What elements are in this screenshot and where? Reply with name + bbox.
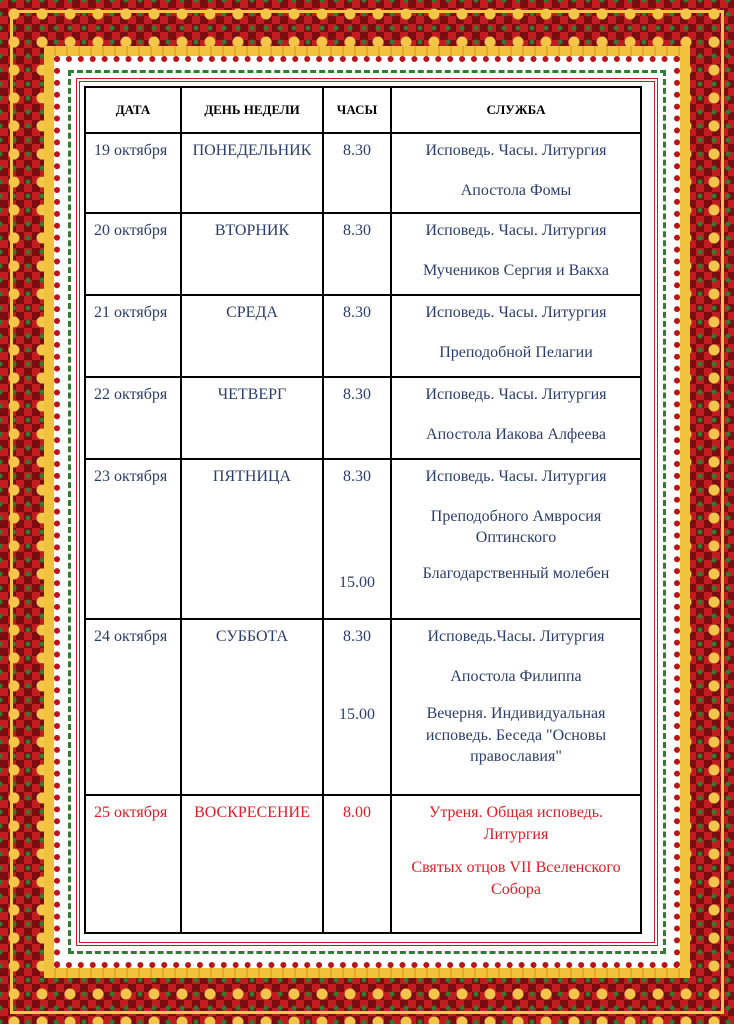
- row-time: 8.30: [323, 377, 391, 459]
- row-weekday: СРЕДА: [181, 295, 323, 377]
- row-date: 19 октября: [85, 133, 181, 213]
- row-time: 8.30: [323, 213, 391, 295]
- header-weekday: ДЕНЬ НЕДЕЛИ: [181, 87, 323, 133]
- table-row: [85, 377, 641, 459]
- table-row: [85, 133, 641, 213]
- row-service: Исповедь. Часы. Литургия Преподобной Пелагии: [391, 295, 641, 377]
- row-date: 22 октября: [85, 377, 181, 459]
- row-time: 8.30: [323, 133, 391, 213]
- row-time: 8.30 15.00: [323, 619, 391, 795]
- row-weekday: ПОНЕДЕЛЬНИК: [181, 133, 323, 213]
- row-service: Исповедь. Часы. Литургия Мучеников Сергия и Вакха: [391, 213, 641, 295]
- row-date: 20 октября: [85, 213, 181, 295]
- table-row: [85, 295, 641, 377]
- row-service: Утреня. Общая исповедь. Литургия Святых отцов VII Вселенского Собора: [391, 795, 641, 933]
- row-weekday: ЧЕТВЕРГ: [181, 377, 323, 459]
- row-weekday: ПЯТНИЦА: [181, 459, 323, 619]
- row-date: 23 октября: [85, 459, 181, 619]
- row-date: 24 октября: [85, 619, 181, 795]
- row-time: 8.00: [323, 795, 391, 933]
- row-date: 21 октября: [85, 295, 181, 377]
- table-row-sunday: [85, 795, 641, 933]
- table-row: [85, 459, 641, 619]
- table-row: [85, 619, 641, 795]
- row-time: 8.30 15.00: [323, 459, 391, 619]
- row-service: Исповедь. Часы. Литургия Преподобного Амвросия Оптинского Благодарственный молебен: [391, 459, 641, 619]
- header-service: СЛУЖБА: [391, 87, 641, 133]
- row-time: 8.30: [323, 295, 391, 377]
- row-weekday: ВТОРНИК: [181, 213, 323, 295]
- table-header-row: [85, 87, 641, 133]
- row-weekday: ВОСКРЕСЕНИЕ: [181, 795, 323, 933]
- row-service: Исповедь. Часы. Литургия Апостола Фомы: [391, 133, 641, 213]
- table-row: [85, 213, 641, 295]
- row-service: Исповедь. Часы. Литургия Апостола Иакова Алфеева: [391, 377, 641, 459]
- service-schedule-table: [84, 86, 642, 934]
- row-service: Исповедь.Часы. Литургия Апостола Филиппа Вечерня. Индивидуальная исповедь. Беседа "Основы православия": [391, 619, 641, 795]
- row-date: 25 октября: [85, 795, 181, 933]
- header-date: ДАТА: [85, 87, 181, 133]
- row-weekday: СУББОТА: [181, 619, 323, 795]
- header-hours: ЧАСЫ: [323, 87, 391, 133]
